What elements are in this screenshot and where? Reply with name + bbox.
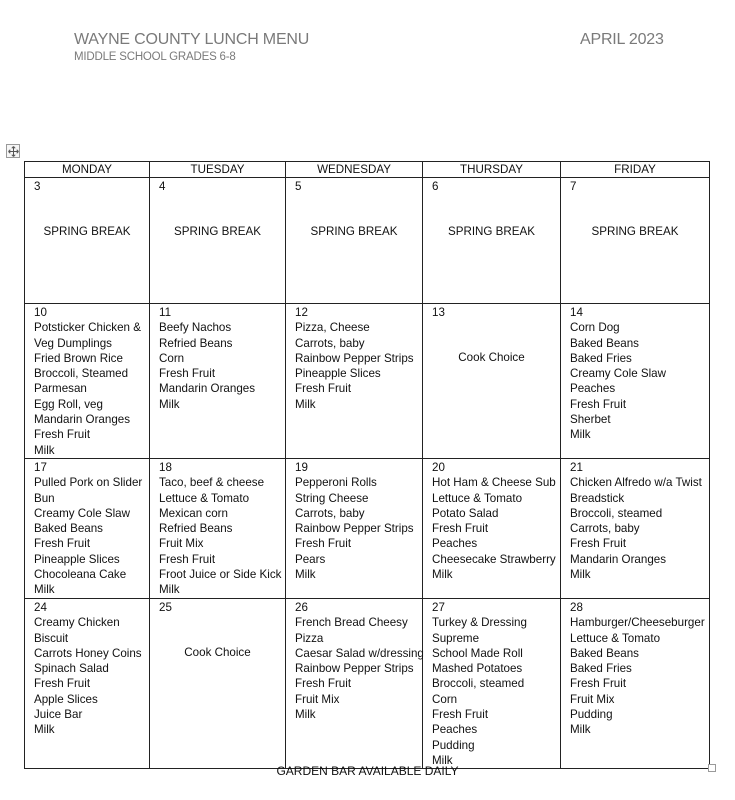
day-cell <box>423 459 561 599</box>
menu-item: Pudding <box>432 738 475 752</box>
menu-item: Mexican corn <box>159 506 228 520</box>
day-cell-content <box>561 459 709 598</box>
menu-item: Biscuit <box>34 631 69 645</box>
day-cell <box>561 599 710 769</box>
menu-item: Refried Beans <box>159 522 233 536</box>
day-cell <box>25 304 150 459</box>
day-cell-content <box>286 304 422 458</box>
date-number: 25 <box>159 601 172 614</box>
menu-item: Fresh Fruit <box>570 677 627 691</box>
menu-item: Froot Juice or Side Kick <box>159 568 282 582</box>
menu-item: Carrots, baby <box>295 336 365 350</box>
date-number: 3 <box>34 180 41 193</box>
menu-item: Pizza <box>295 631 324 645</box>
menu-item: School Made Roll <box>432 646 523 660</box>
day-cell-content <box>286 599 422 768</box>
day-cell-content <box>561 304 709 458</box>
menu-item: Fresh Fruit <box>34 537 91 551</box>
day-note: Cook Choice <box>458 351 525 364</box>
menu-item: Baked Fries <box>570 351 632 365</box>
date-number: 19 <box>295 461 308 474</box>
menu-item: Broccoli, Steamed <box>34 367 129 381</box>
menu-item: Baked Beans <box>34 522 103 536</box>
day-cell <box>150 178 286 304</box>
day-header-row <box>25 162 710 178</box>
menu-item: Corn Dog <box>570 321 620 335</box>
day-cell-content <box>150 304 285 458</box>
day-header-tuesday: TUESDAY <box>150 162 286 178</box>
menu-item: Mandarin Oranges <box>159 382 256 396</box>
day-header-wednesday: WEDNESDAY <box>286 162 423 178</box>
menu-item: Milk <box>34 723 55 737</box>
menu-item: Milk <box>570 428 591 442</box>
menu-item: Apple Slices <box>34 692 98 706</box>
week-row <box>25 599 710 769</box>
menu-item: Fresh Fruit <box>295 382 352 396</box>
day-cell <box>286 178 423 304</box>
date-number: 20 <box>432 461 445 474</box>
week-row <box>25 304 710 459</box>
resize-square-icon[interactable] <box>708 764 716 772</box>
menu-item: Turkey & Dressing <box>432 616 527 630</box>
menu-item: Fresh Fruit <box>432 522 489 536</box>
day-header-monday: MONDAY <box>25 162 150 178</box>
menu-item: Bun <box>34 491 55 505</box>
day-header-friday: FRIDAY <box>561 162 710 178</box>
page-title: WAYNE COUNTY LUNCH MENU <box>74 31 310 48</box>
date-number: 18 <box>159 461 172 474</box>
date-number: 27 <box>432 601 445 614</box>
menu-item: Lettuce & Tomato <box>432 491 523 505</box>
lunch-menu-table <box>24 161 710 769</box>
menu-item: Cheesecake Strawberry <box>432 552 556 566</box>
menu-item: Fried Brown Rice <box>34 351 123 365</box>
menu-item: Mandarin Oranges <box>34 413 131 427</box>
day-note: Cook Choice <box>184 646 251 659</box>
menu-item: Baked Beans <box>570 646 639 660</box>
day-cell <box>150 599 286 769</box>
month-label: APRIL 2023 <box>580 31 664 48</box>
day-cell-content <box>150 178 285 303</box>
date-number: 17 <box>34 461 47 474</box>
date-number: 24 <box>34 601 47 614</box>
menu-item: Lettuce & Tomato <box>570 631 661 645</box>
day-cell <box>561 178 710 304</box>
menu-item: Milk <box>295 568 316 582</box>
menu-item: Pineapple Slices <box>295 367 381 381</box>
menu-item: Juice Bar <box>34 708 83 722</box>
day-cell <box>286 304 423 459</box>
menu-item: Peaches <box>432 723 478 737</box>
menu-item: Milk <box>570 568 591 582</box>
menu-item: Fruit Mix <box>570 692 615 706</box>
menu-item: Milk <box>159 583 180 597</box>
day-cell-content <box>561 178 709 303</box>
menu-item: Milk <box>34 583 55 597</box>
page-subtitle: MIDDLE SCHOOL GRADES 6-8 <box>74 51 236 63</box>
menu-item: Mandarin Oranges <box>570 552 667 566</box>
date-number: 14 <box>570 306 583 319</box>
day-cell-content <box>286 459 422 598</box>
day-cell-content <box>25 304 149 458</box>
menu-item: Pineapple Slices <box>34 552 120 566</box>
menu-item: Creamy Cole Slaw <box>570 367 666 381</box>
day-cell <box>286 459 423 599</box>
day-cell-content <box>25 599 149 768</box>
menu-item: Carrots, baby <box>570 522 640 536</box>
menu-item: French Bread Cheesy <box>295 616 408 630</box>
menu-item: Fruit Mix <box>295 692 340 706</box>
menu-item: Broccoli, steamed <box>432 677 525 691</box>
footer-note: GARDEN BAR AVAILABLE DAILY <box>276 764 459 778</box>
menu-item: Fresh Fruit <box>159 367 216 381</box>
menu-item: Parmesan <box>34 382 87 396</box>
menu-item: Supreme <box>432 631 480 645</box>
menu-item: Egg Roll, veg <box>34 397 103 411</box>
day-note: SPRING BREAK <box>448 225 535 238</box>
menu-item: Milk <box>570 723 591 737</box>
menu-item: String Cheese <box>295 491 369 505</box>
menu-item: Pizza, Cheese <box>295 321 370 335</box>
date-number: 10 <box>34 306 47 319</box>
menu-item: Fresh Fruit <box>570 537 627 551</box>
menu-item: Pudding <box>570 708 613 722</box>
menu-item: Veg Dumplings <box>34 336 112 350</box>
menu-item: Sherbet <box>570 413 611 427</box>
day-cell-content <box>25 178 149 303</box>
date-number: 26 <box>295 601 308 614</box>
day-cell <box>423 599 561 769</box>
day-header-thursday: THURSDAY <box>423 162 561 178</box>
menu-item: Breadstick <box>570 491 625 505</box>
date-number: 6 <box>432 180 439 193</box>
menu-item: Milk <box>432 753 453 767</box>
menu-item: Milk <box>432 568 453 582</box>
day-cell <box>25 459 150 599</box>
day-cell <box>561 304 710 459</box>
table-move-handle[interactable] <box>6 144 20 158</box>
menu-item: Milk <box>295 397 316 411</box>
day-cell-content <box>561 599 709 768</box>
menu-item: Fresh Fruit <box>570 397 627 411</box>
menu-item: Peaches <box>570 382 616 396</box>
day-cell <box>423 304 561 459</box>
menu-item: Rainbow Pepper Strips <box>295 351 414 365</box>
date-number: 11 <box>159 306 172 319</box>
menu-item: Creamy Chicken <box>34 616 120 630</box>
day-cell <box>561 459 710 599</box>
menu-item: Chocoleana Cake <box>34 568 127 582</box>
day-cell <box>150 304 286 459</box>
day-note: SPRING BREAK <box>310 225 398 238</box>
week-row <box>25 459 710 599</box>
day-note: SPRING BREAK <box>174 225 261 238</box>
menu-item: Hot Ham & Cheese Sub <box>432 476 556 490</box>
day-cell-content <box>286 178 422 303</box>
menu-item: Milk <box>34 443 55 457</box>
menu-item: Potsticker Chicken & <box>34 321 141 335</box>
date-number: 13 <box>432 306 445 319</box>
day-cell <box>286 599 423 769</box>
menu-item: Spinach Salad <box>34 662 109 676</box>
menu-item: Refried Beans <box>159 336 233 350</box>
menu-item: Corn <box>159 351 185 365</box>
move-arrows-icon <box>8 146 19 157</box>
menu-item: Chicken Alfredo w/a Twist <box>570 476 702 490</box>
date-number: 5 <box>295 180 302 193</box>
date-number: 21 <box>570 461 583 474</box>
menu-item: Carrots, baby <box>295 506 365 520</box>
day-note: SPRING BREAK <box>43 225 131 238</box>
menu-item: Creamy Cole Slaw <box>34 506 130 520</box>
menu-item: Mashed Potatoes <box>432 662 523 676</box>
day-note: SPRING BREAK <box>591 225 679 238</box>
day-cell-content <box>423 459 560 598</box>
menu-item: Pepperoni Rolls <box>295 476 377 490</box>
menu-item: Fresh Fruit <box>34 677 91 691</box>
day-cell-content <box>25 459 149 598</box>
menu-item: Pears <box>295 552 326 566</box>
day-cell-content <box>423 178 560 303</box>
week-row <box>25 178 710 304</box>
date-number: 12 <box>295 306 308 319</box>
date-number: 7 <box>570 180 577 193</box>
menu-item: Taco, beef & cheese <box>159 476 265 490</box>
menu-item: Hamburger/Cheeseburger <box>570 616 705 630</box>
menu-item: Rainbow Pepper Strips <box>295 662 414 676</box>
menu-item: Fresh Fruit <box>295 537 352 551</box>
day-cell <box>423 178 561 304</box>
date-number: 28 <box>570 601 583 614</box>
day-cell <box>25 599 150 769</box>
day-cell <box>150 459 286 599</box>
menu-item: Rainbow Pepper Strips <box>295 522 414 536</box>
menu-item: Milk <box>295 708 316 722</box>
menu-item: Caesar Salad w/dressing <box>295 646 424 660</box>
menu-item: Milk <box>159 397 180 411</box>
day-cell-content <box>423 599 560 768</box>
menu-item: Fresh Fruit <box>432 708 489 722</box>
menu-item: Fruit Mix <box>159 537 204 551</box>
menu-item: Baked Beans <box>570 336 639 350</box>
day-cell-content <box>423 304 560 458</box>
menu-item: Corn <box>432 692 458 706</box>
menu-item: Carrots Honey Coins <box>34 646 142 660</box>
day-cell <box>25 178 150 304</box>
menu-item: Lettuce & Tomato <box>159 491 250 505</box>
menu-item: Beefy Nachos <box>159 321 232 335</box>
menu-item: Peaches <box>432 537 478 551</box>
menu-item: Potato Salad <box>432 506 499 520</box>
menu-item: Fresh Fruit <box>34 428 91 442</box>
menu-item: Fresh Fruit <box>159 552 216 566</box>
menu-item: Pulled Pork on Slider <box>34 476 143 490</box>
day-cell-content <box>150 459 285 598</box>
menu-item: Broccoli, steamed <box>570 506 663 520</box>
date-number: 4 <box>159 180 166 193</box>
day-cell-content <box>150 599 285 768</box>
menu-item: Baked Fries <box>570 662 632 676</box>
menu-item: Fresh Fruit <box>295 677 352 691</box>
